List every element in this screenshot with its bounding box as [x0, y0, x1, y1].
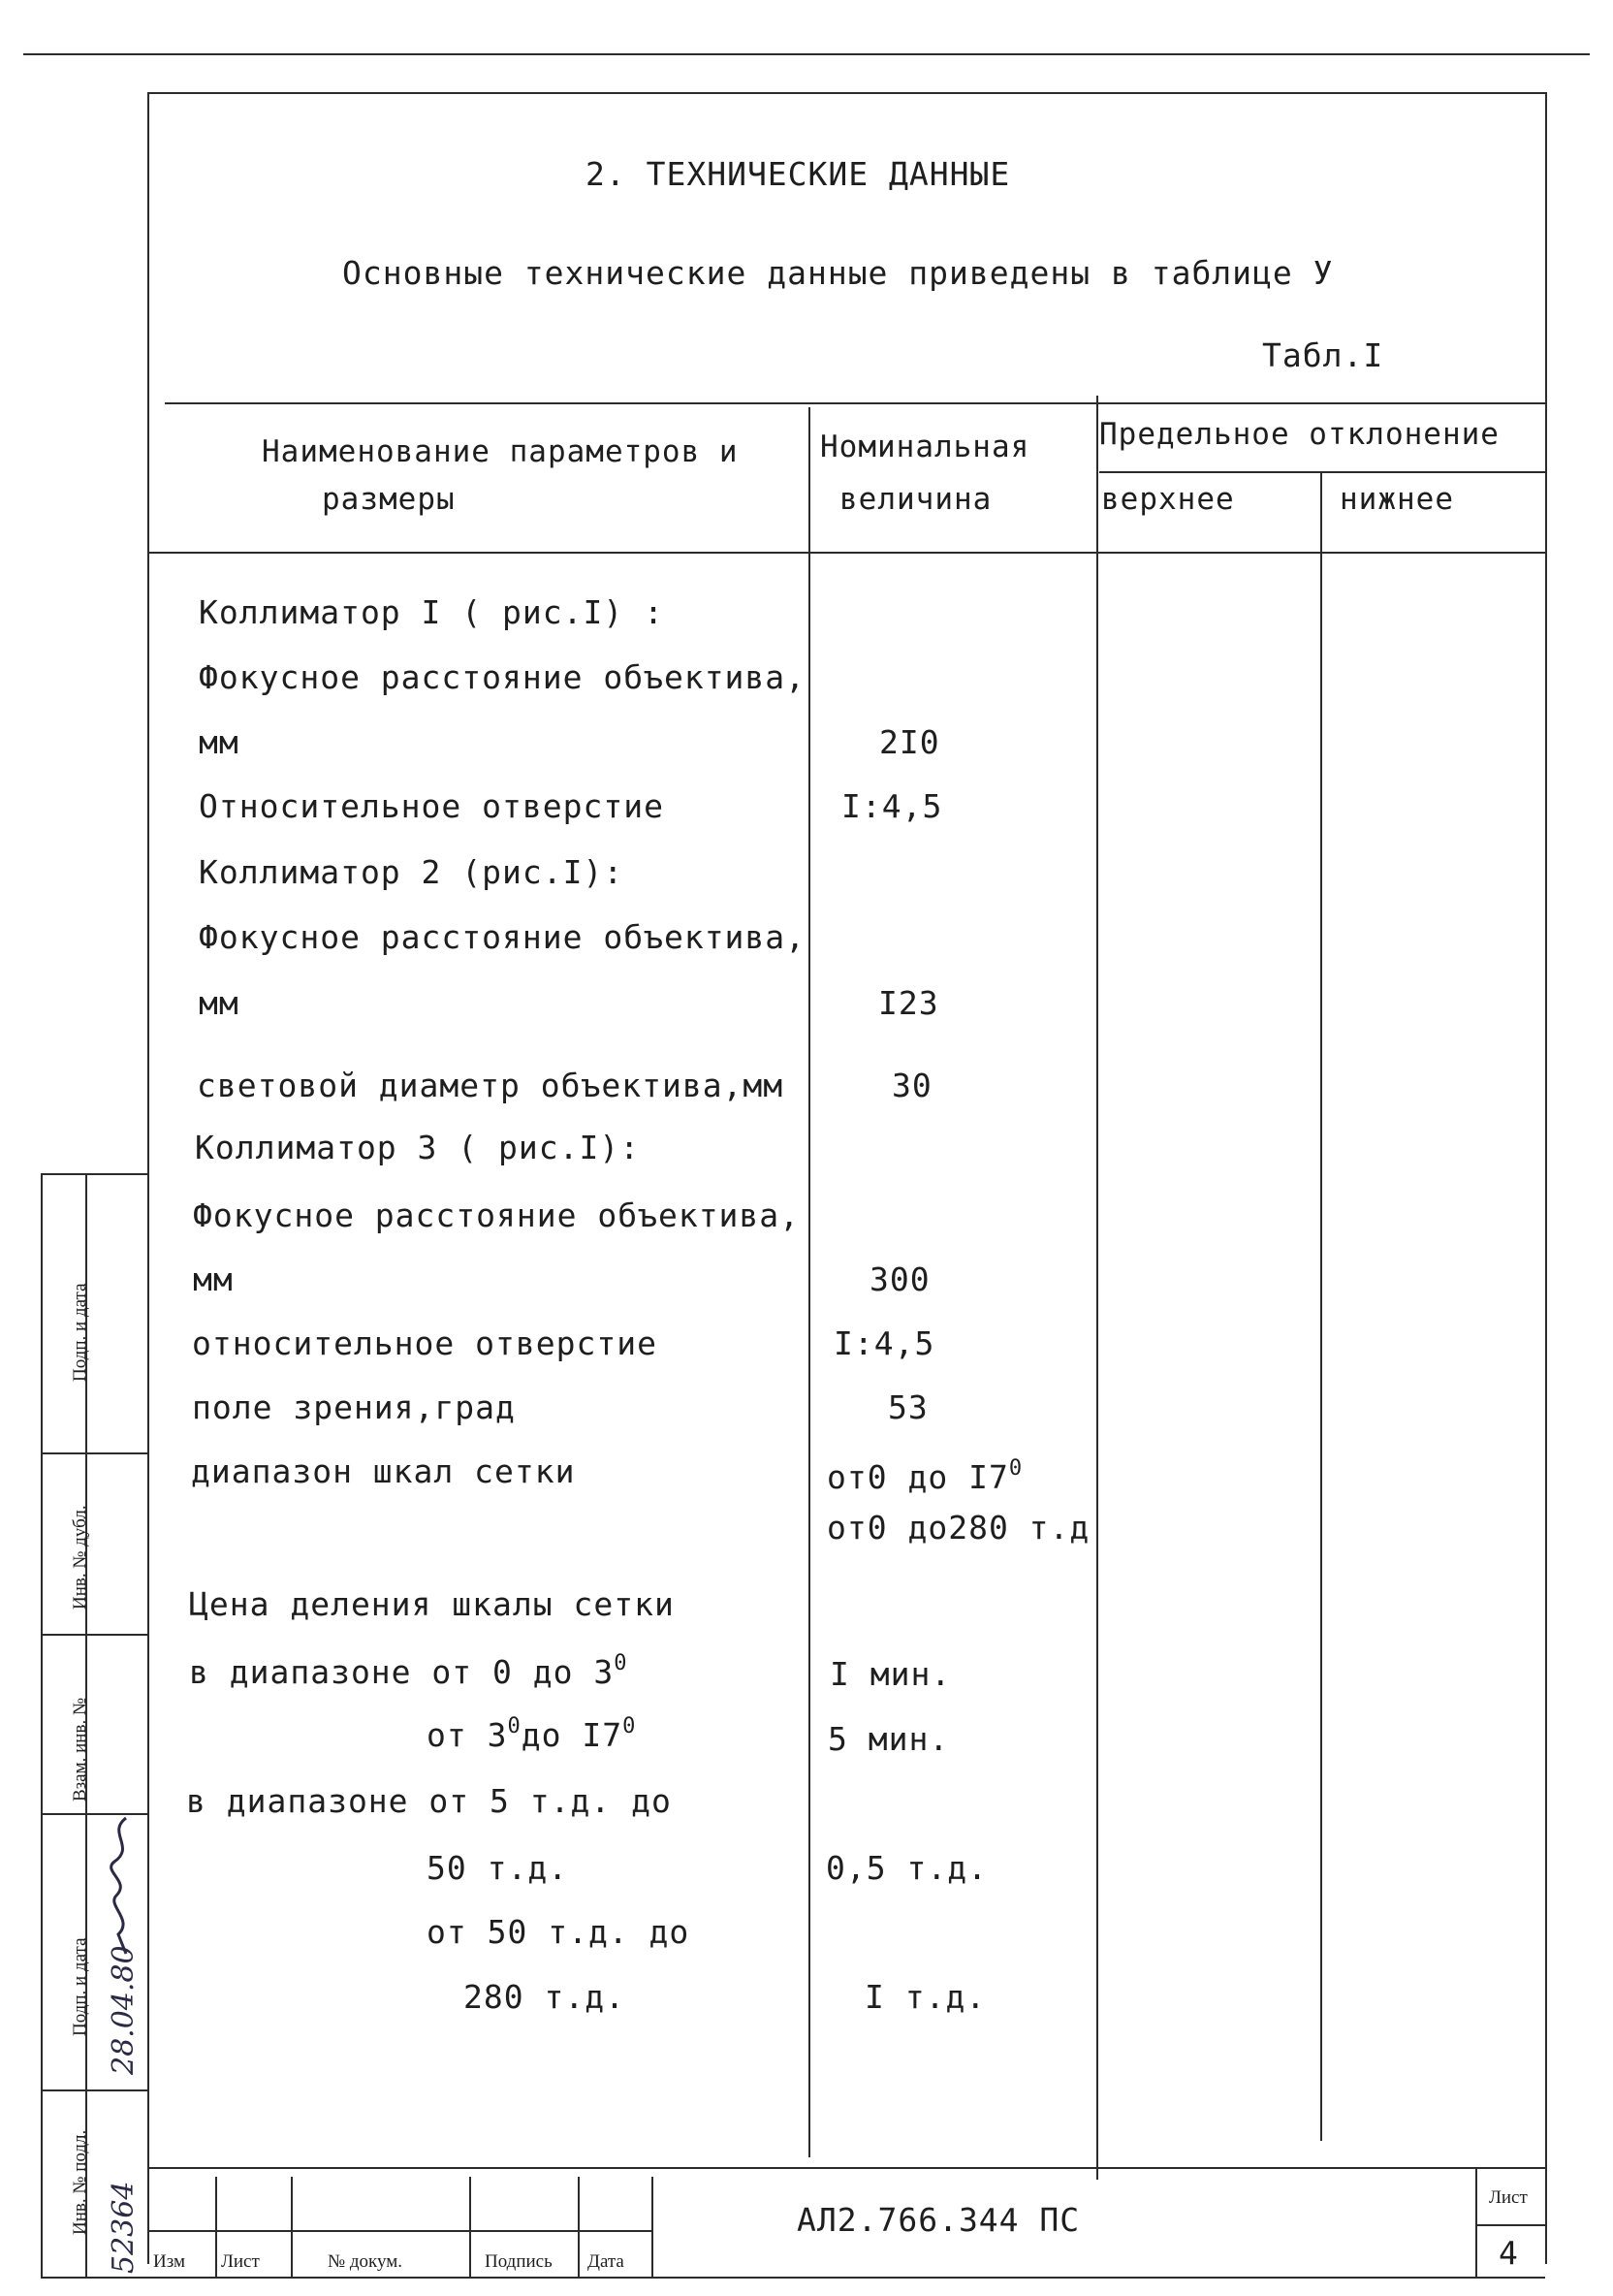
row-aperture-1: Относительное отверстие — [199, 787, 664, 825]
stamp-doc-no: № докум. — [328, 2251, 403, 2272]
section-title: 2. ТЕХНИЧЕСКИЕ ДАННЫЕ — [585, 155, 1011, 193]
row-range-3-17-a: от 3 — [427, 1716, 508, 1754]
row-mm-2: мм — [199, 984, 239, 1022]
header-limit: Предельное отклонение — [1099, 417, 1500, 452]
limit-split-line — [1099, 471, 1545, 473]
row-range-3-17-b: до I7 — [521, 1716, 623, 1754]
stamp-page-col — [1475, 2167, 1477, 2279]
row-division-price: Цена деления шкалы сетки — [189, 1585, 675, 1623]
col-line-1 — [808, 407, 810, 2157]
header-bottom-line — [147, 552, 1545, 554]
stamp-list: Лист — [221, 2251, 260, 2272]
stamp-col-5 — [651, 2177, 653, 2279]
stamp-col-1 — [215, 2177, 217, 2279]
header-lower: нижнее — [1340, 482, 1454, 517]
sidebar-inv-podl: Инв. № подл. — [70, 2129, 90, 2235]
value-field-of-view: 53 — [888, 1388, 929, 1426]
row-range-3-17 — [427, 1714, 636, 1754]
table-reference: Табл.I — [1262, 336, 1384, 374]
handwritten-date: 28.04.80 — [107, 1945, 141, 2075]
handwritten-inv-number: 52364 — [107, 2181, 141, 2274]
stamp-podpis: Подпись — [485, 2251, 553, 2272]
degree-sup: 0 — [614, 1651, 628, 1675]
value-range-3-17: 5 мин. — [828, 1720, 950, 1758]
stamp-data: Дата — [587, 2251, 624, 2272]
table-top-line — [165, 402, 1545, 404]
value-range-0-3: I мин. — [830, 1655, 952, 1693]
row-collimator-2: Коллиматор 2 (рис.I): — [199, 853, 624, 891]
row-focal-1: Фокусное расстояние объектива, — [199, 658, 806, 696]
intro-text: Основные технические данные приведены в таблице У — [342, 254, 1334, 292]
sidebar-div-1 — [41, 1452, 149, 1454]
stamp-list-label: Лист — [1489, 2187, 1528, 2208]
row-field-of-view: поле зрения,град — [192, 1388, 516, 1426]
degree-sup: 0 — [1008, 1456, 1024, 1481]
sidebar-top-line — [41, 1173, 149, 1175]
stamp-top-line — [147, 2167, 1545, 2169]
row-range-5td: в диапазоне от 5 т.д. до — [186, 1782, 672, 1820]
col-line-3 — [1320, 473, 1322, 2141]
value-focal-2: I23 — [878, 984, 939, 1022]
row-aperture-3: относительное отверстие — [192, 1324, 657, 1362]
handwritten-signature — [97, 1813, 145, 1959]
stamp-designation: АЛ2.766.344 ПС — [797, 2201, 1081, 2239]
sidebar-div-4 — [41, 2089, 149, 2091]
value-diameter-2: 30 — [892, 1067, 933, 1104]
row-collimator-1: Коллиматор I ( рис.I) : — [199, 593, 664, 631]
row-range-0-3-text: в диапазоне от 0 до 3 — [189, 1653, 615, 1691]
header-param-line1: Наименование параметров и — [262, 434, 739, 469]
sidebar-left-line — [41, 1173, 43, 2279]
header-nominal-line1: Номинальная — [820, 430, 1030, 464]
stamp-izm: Изм — [153, 2251, 185, 2272]
value-scale-range-deg-text: от0 до I7 — [827, 1458, 1009, 1496]
stamp-mid-line — [147, 2230, 651, 2232]
value-aperture-3: I:4,5 — [834, 1324, 935, 1362]
value-280td: I т.д. — [865, 1978, 987, 2016]
value-50td: 0,5 т.д. — [826, 1849, 988, 1887]
value-focal-1: 2I0 — [879, 723, 940, 761]
value-focal-3: 300 — [870, 1260, 931, 1298]
stamp-col-2 — [291, 2177, 293, 2279]
header-nominal-line2: величина — [839, 482, 993, 517]
value-scale-range-td: от0 до280 т.д — [827, 1509, 1091, 1547]
stamp-col-4 — [578, 2177, 580, 2279]
header-param-line2: размеры — [322, 482, 456, 517]
row-50td: 50 т.д. — [427, 1849, 569, 1887]
sidebar-bottom-line — [41, 2277, 149, 2279]
degree-sup: 0 — [622, 1714, 637, 1738]
stamp-page-split — [1475, 2224, 1545, 2226]
row-mm-1: мм — [199, 723, 239, 761]
frame-left — [147, 92, 149, 2264]
row-scale-range: диапазон шкал сетки — [191, 1452, 576, 1490]
stamp-bottom-line — [147, 2277, 1545, 2279]
value-scale-range-deg — [827, 1456, 1023, 1496]
sidebar-inv-dubl: Инв. № дубл. — [70, 1505, 90, 1610]
stamp-col-3 — [469, 2177, 471, 2279]
stamp-page-number: 4 — [1499, 2234, 1519, 2272]
top-rule — [23, 53, 1590, 55]
header-upper: верхнее — [1101, 482, 1235, 517]
sidebar-podp-data-2: Подп. и дата — [70, 1937, 90, 2036]
sidebar-div-2 — [41, 1634, 149, 1636]
row-diameter-2: световой диаметр объектива,мм — [197, 1067, 784, 1104]
degree-sup: 0 — [507, 1714, 522, 1738]
row-range-50td: от 50 т.д. до — [427, 1913, 690, 1951]
row-focal-2: Фокусное расстояние объектива, — [199, 918, 806, 956]
sidebar-podp-data-1: Подп. и дата — [70, 1283, 90, 1382]
row-mm-3: мм — [193, 1260, 234, 1298]
row-focal-3: Фокусное расстояние объектива, — [193, 1196, 801, 1234]
frame-right — [1545, 92, 1547, 2264]
frame-top — [147, 92, 1547, 94]
col-line-2 — [1096, 396, 1098, 2180]
value-aperture-1: I:4,5 — [841, 787, 943, 825]
row-range-0-3 — [189, 1651, 627, 1691]
row-280td: 280 т.д. — [463, 1978, 625, 2016]
sidebar-vzam-inv: Взам. инв. № — [70, 1697, 90, 1802]
row-collimator-3: Коллиматор 3 ( рис.I): — [195, 1129, 641, 1166]
